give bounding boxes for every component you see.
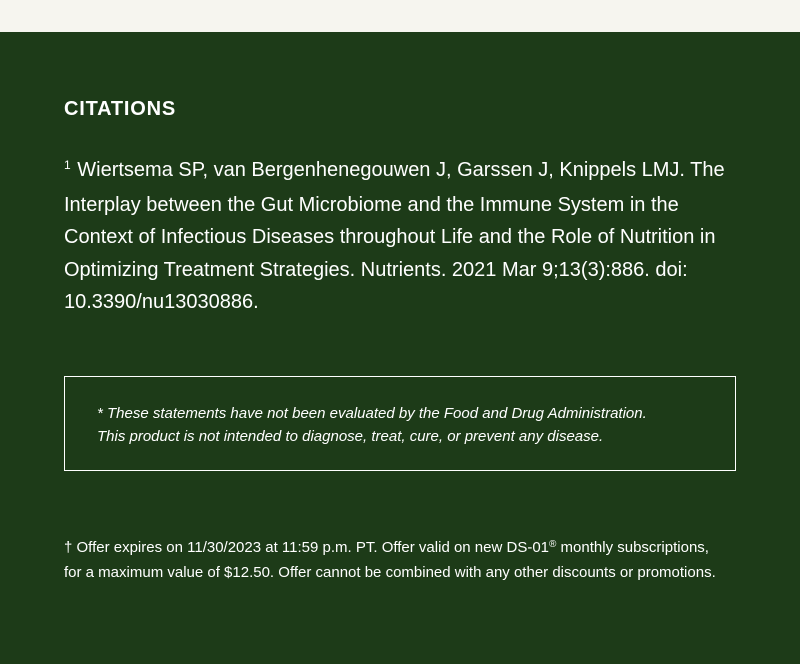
disclaimer-line-2: This product is not intended to diagnose, treat, cure, or prevent any disease. (97, 427, 604, 445)
fda-disclaimer-box (64, 376, 736, 471)
registered-mark: ® (549, 539, 557, 550)
top-strip (0, 0, 800, 32)
citation-marker: 1 (64, 158, 71, 172)
offer-terms (64, 537, 724, 584)
disclaimer-line-1: * These statements have not been evaluated by the Food and Drug Administration. (97, 405, 647, 422)
offer-terms-end: monthly subscriptions, for a maximum value of $12.50. Offer cannot be combined with any other discounts or promotions. (64, 539, 716, 581)
citation-text: Wiertsema SP, van Bergenhenegouwen J, Garssen J, Knippels LMJ. The Interplay between the Gut Microbiome and the Immune System in the Context of Infectious Diseases throughout Life and the Role of Nutrition in Optimizing Treatment Strategies. Nutrients. 2021 Mar 9;13(3):886. doi: 10.3390/nu13030886. (64, 159, 725, 313)
fda-disclaimer-text (97, 403, 647, 448)
citations-panel (0, 32, 800, 664)
citation-item (64, 154, 734, 319)
offer-terms-start: † Offer expires on 11/30/2023 at 11:59 p.m. PT. Offer valid on new DS-01 (64, 539, 550, 556)
citations-heading: CITATIONS (64, 98, 177, 120)
